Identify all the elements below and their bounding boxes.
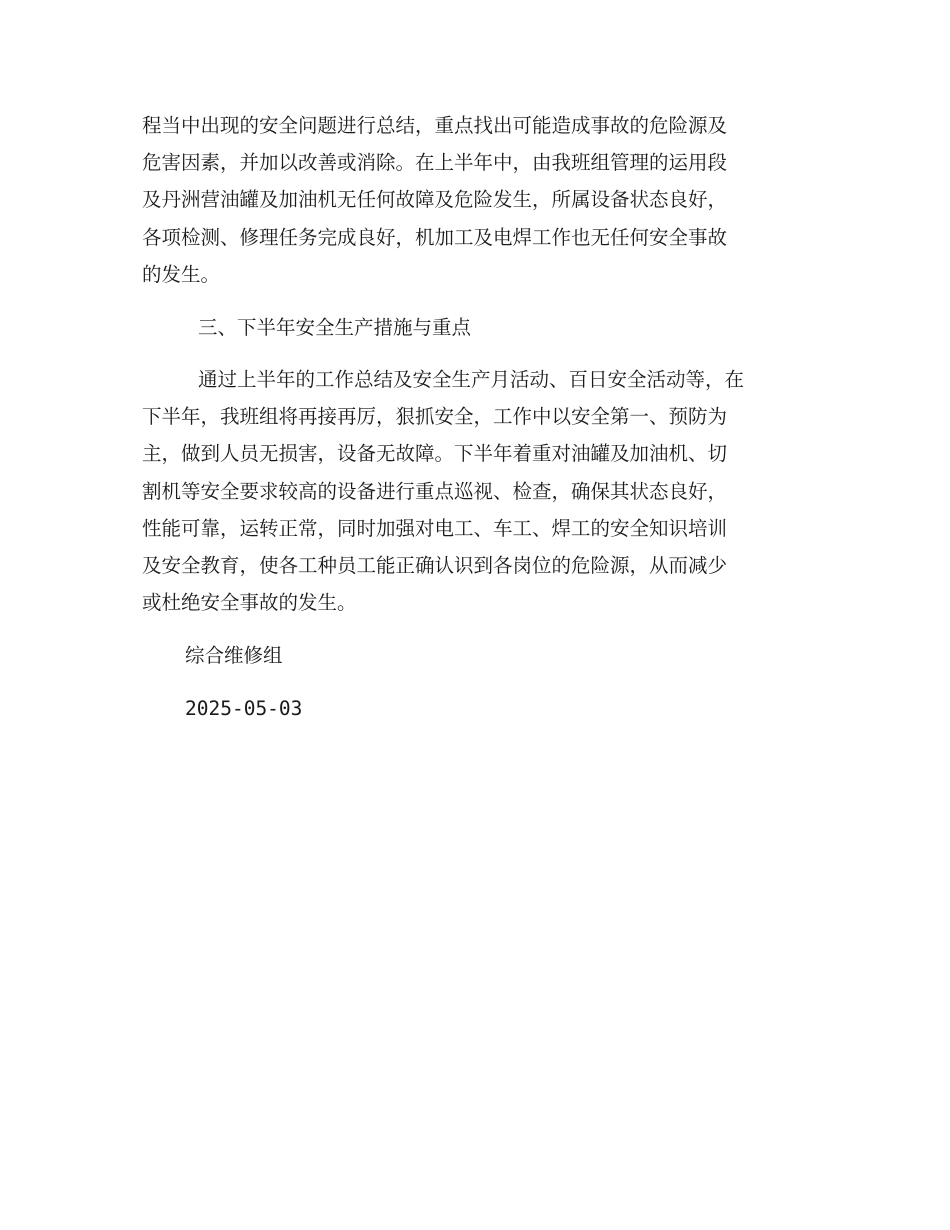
signature-organization: 综合维修组 <box>185 644 283 667</box>
paragraph-2-line-4: 割机等安全要求较高的设备进行重点巡视、检查，确保其状态良好， <box>142 480 728 503</box>
paragraph-1-line-4: 各项检测、修理任务完成良好，机加工及电焊工作也无任何安全事故 <box>142 226 728 249</box>
paragraph-2-line-3: 主，做到人员无损害，设备无故障。下半年着重对油罐及加油机、切 <box>142 442 728 465</box>
paragraph-2-line-7: 或杜绝安全事故的发生。 <box>142 591 357 614</box>
paragraph-1-line-5: 的发生。 <box>142 263 221 286</box>
paragraph-2-line-2: 下半年，我班组将再接再厉，狠抓安全，工作中以安全第一、预防为 <box>142 405 728 428</box>
paragraph-2-line-6: 及安全教育，使各工种员工能正确认识到各岗位的危险源，从而减少 <box>142 554 728 577</box>
signature-date: 2025-05-03 <box>185 697 303 720</box>
paragraph-2-line-1: 通过上半年的工作总结及安全生产月活动、百日安全活动等，在 <box>198 368 745 391</box>
paragraph-1-line-2: 危害因素，并加以改善或消除。在上半年中，由我班组管理的运用段 <box>142 151 728 174</box>
paragraph-1-line-3: 及丹洲营油罐及加油机无任何故障及危险发生，所属设备状态良好， <box>142 188 728 211</box>
paragraph-2-line-5: 性能可靠，运转正常，同时加强对电工、车工、焊工的安全知识培训 <box>142 517 728 540</box>
section-heading: 三、下半年安全生产措施与重点 <box>198 316 472 339</box>
paragraph-1-line-1: 程当中出现的安全问题进行总结，重点找出可能造成事故的危险源及 <box>142 114 728 137</box>
